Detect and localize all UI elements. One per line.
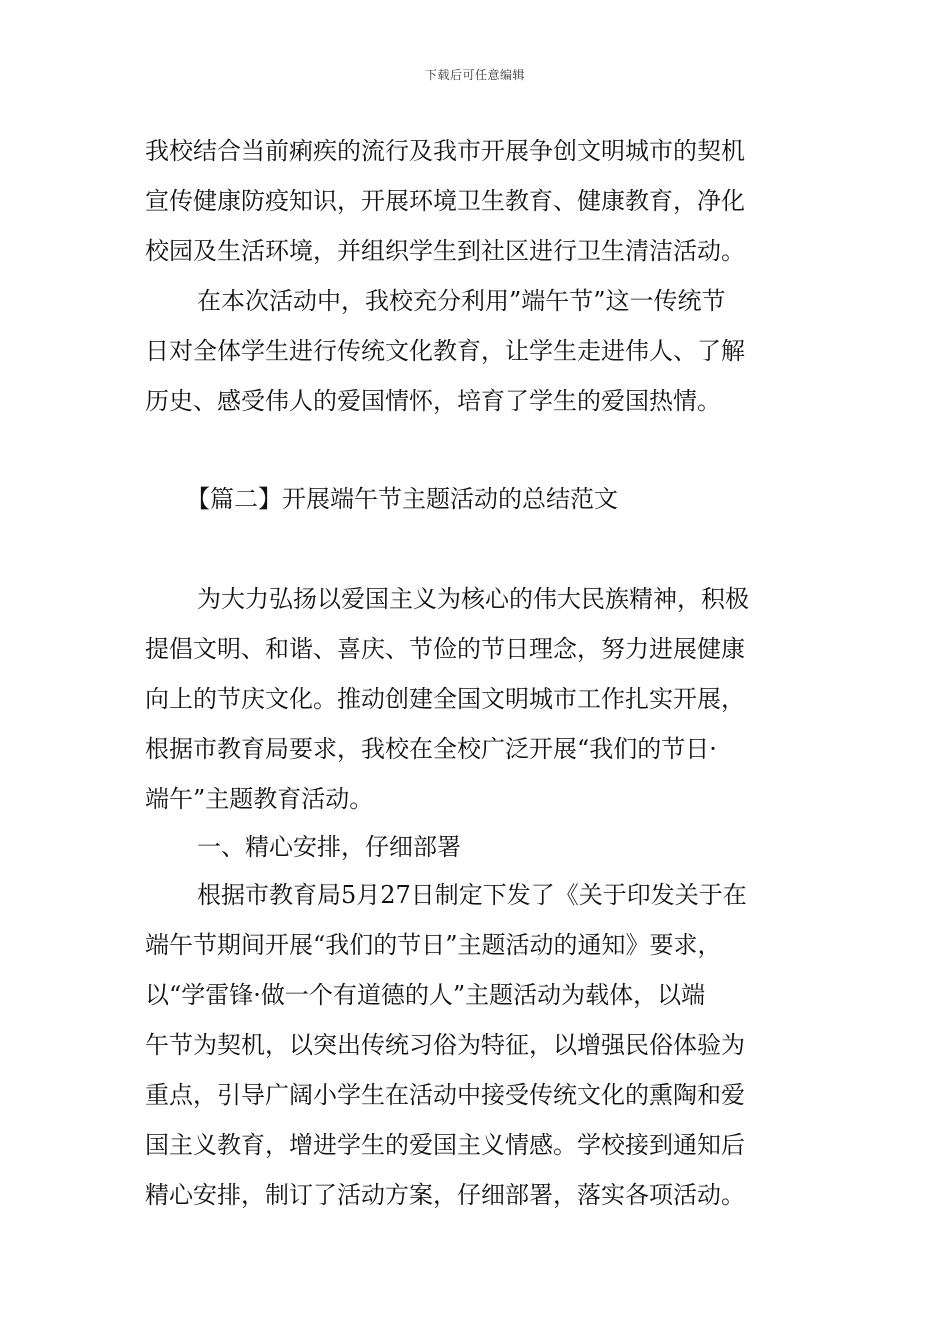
paragraph-line: 重点，引导广阔小学生在活动中接受传统文化的熏陶和爱 <box>145 1081 745 1109</box>
page-header: 下载后可任意编辑 <box>424 68 525 82</box>
paragraph-line: 校园及生活环境，并组织学生到社区进行卫生清洁活动。 <box>145 237 745 265</box>
section-heading: 【篇二】开展端午节主题活动的总结范文 <box>186 485 618 513</box>
paragraph-line: 宣传健康防疫知识，开展环境卫生教育、健康教育，净化 <box>145 187 745 215</box>
section-1-title: 一、精心安排，仔细部署 <box>197 833 461 861</box>
paragraph-line: 提倡文明、和谐、喜庆、节俭的节日理念，努力进展健康 <box>145 635 745 663</box>
paragraph-line: 以“学雷锋·做一个有道德的人”主题活动为载体，以端 <box>145 981 706 1009</box>
paragraph-line: 我校结合当前痢疾的流行及我市开展争创文明城市的契机 <box>145 137 745 165</box>
paragraph-line: 为大力弘扬以爱国主义为核心的伟大民族精神，积极 <box>197 585 749 613</box>
paragraph-line: 端午”主题教育活动。 <box>145 785 374 813</box>
paragraph-line: 历史、感受伟人的爱国情怀，培育了学生的爱国热情。 <box>145 387 721 415</box>
paragraph-line: 根据市教育局要求，我校在全校广泛开展“我们的节日· <box>145 735 717 763</box>
paragraph-4 <box>145 870 805 1220</box>
paragraph-3 <box>145 574 805 824</box>
paragraph-line: 在本次活动中，我校充分利用”端午节”这一传统节 <box>197 287 726 315</box>
section-1-title-block <box>145 822 805 872</box>
paragraph-line: 日对全体学生进行传统文化教育，让学生走进伟人、了解 <box>145 337 745 365</box>
paragraph-line: 国主义教育，增进学生的爱国主义情感。学校接到通知后 <box>145 1131 745 1159</box>
paragraph-2 <box>145 276 805 426</box>
paragraph-line: 端午节期间开展“我们的节日”主题活动的通知》要求， <box>145 931 722 959</box>
paragraph-line: 午节为契机，以突出传统习俗为特征，以增强民俗体验为 <box>145 1031 745 1059</box>
paragraph-line: 根据市教育局5月27日制定下发了《关于印发关于在 <box>197 881 747 909</box>
paragraph-line: 精心安排，制订了活动方案，仔细部署，落实各项活动。 <box>145 1181 745 1209</box>
paragraph-line: 向上的节庆文化。推动创建全国文明城市工作扎实开展， <box>145 685 745 713</box>
paragraph-1 <box>145 126 805 276</box>
